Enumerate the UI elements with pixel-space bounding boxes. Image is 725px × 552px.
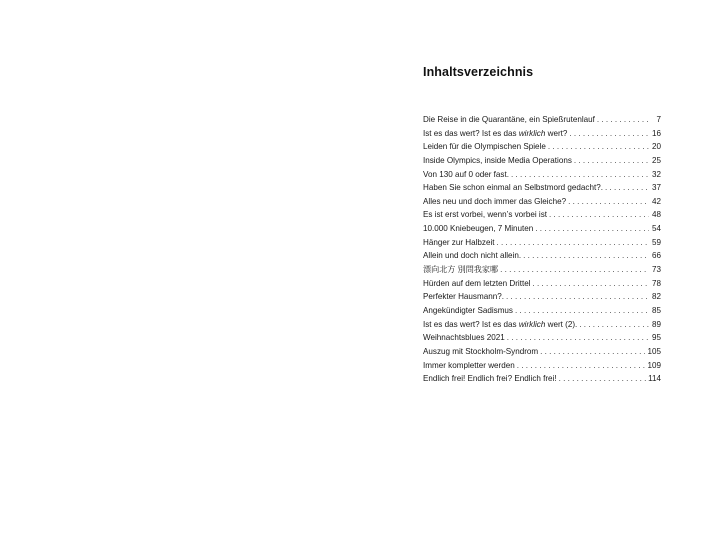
toc-entry-title-text: Immer kompletter werden <box>423 360 515 370</box>
toc-entry <box>423 236 661 250</box>
toc-entry-title-text: 漂向北方 別問我家哪 <box>423 265 499 275</box>
toc-entry <box>423 113 661 127</box>
table-of-contents <box>423 64 661 384</box>
toc-entry <box>423 195 661 209</box>
toc-page-number: 20 <box>651 142 661 152</box>
toc-dot-leader <box>533 277 649 291</box>
toc-entry <box>423 263 661 277</box>
toc-dot-leader <box>540 345 645 359</box>
toc-dot-leader <box>507 331 649 345</box>
toc-entry-title-text: Hänger zur Halbzeit <box>423 237 495 247</box>
toc-page-number: 16 <box>651 128 661 138</box>
toc-page-number: 66 <box>651 251 661 261</box>
toc-entry <box>423 222 661 236</box>
toc-entry <box>423 181 661 195</box>
toc-entry <box>423 154 661 168</box>
toc-entry <box>423 318 661 332</box>
toc-page-number: 7 <box>656 115 661 124</box>
toc-dot-leader <box>605 181 649 195</box>
toc-entry-title <box>423 140 546 154</box>
toc-heading: Inhaltsverzeichnis <box>423 65 534 79</box>
toc-entry-title-text: wert? <box>545 128 568 138</box>
toc-entry-title-text: 10.000 Kniebeugen, 7 Minuten <box>423 224 534 234</box>
toc-entry-title <box>423 359 515 373</box>
toc-entry-title <box>423 304 513 318</box>
toc-dot-leader <box>523 249 649 263</box>
toc-dot-leader <box>506 290 649 304</box>
toc-dot-leader <box>497 236 649 250</box>
toc-entry-title <box>423 181 603 195</box>
toc-entry-title-text: Ist es das wert? Ist es das <box>423 128 519 138</box>
toc-entry <box>423 140 661 154</box>
toc-entry <box>423 249 661 263</box>
toc-entry-title <box>423 127 567 141</box>
toc-dot-leader <box>517 359 646 373</box>
toc-dot-leader <box>500 263 649 277</box>
toc-entry-title <box>423 154 572 168</box>
toc-entry-title <box>423 290 504 304</box>
toc-entry-title-text: Allein und doch nicht allein. <box>423 251 522 261</box>
toc-entry-title-text: Weihnachtsblues 2021 <box>423 333 505 343</box>
toc-dot-leader <box>569 127 649 141</box>
toc-page-number: 73 <box>651 265 661 275</box>
toc-dot-leader <box>559 372 646 386</box>
toc-entry-title-text: Hürden auf dem letzten Drittel <box>423 278 531 288</box>
toc-dot-leader <box>597 113 649 127</box>
toc-entry <box>423 277 661 291</box>
toc-page-number: 25 <box>651 155 661 165</box>
toc-entry-title <box>423 222 533 236</box>
toc-entry-list <box>423 113 661 386</box>
toc-page-number: 89 <box>651 319 661 329</box>
toc-entry-title <box>423 236 495 250</box>
toc-dot-leader <box>574 154 649 168</box>
toc-entry-title <box>423 113 595 127</box>
toc-entry <box>423 208 661 222</box>
toc-page-number: 78 <box>651 278 661 288</box>
toc-page-number: 37 <box>651 183 661 193</box>
toc-entry-title-text: Alles neu und doch immer das Gleiche? <box>423 196 567 206</box>
toc-entry-title <box>423 331 505 345</box>
toc-page-number: 42 <box>651 196 661 206</box>
toc-entry-title <box>423 208 547 222</box>
toc-entry <box>423 168 661 182</box>
toc-dot-leader <box>511 168 649 182</box>
toc-entry-title-text: Auszug mit Stockholm-Syndrom <box>423 346 539 356</box>
toc-entry-title-text: Ist es das wert? Ist es das <box>423 319 519 329</box>
toc-page-number: 85 <box>651 305 661 315</box>
toc-entry-title-text: wert (2). <box>545 319 578 329</box>
toc-entry <box>423 359 661 373</box>
toc-entry <box>423 345 661 359</box>
toc-entry-title <box>423 318 577 332</box>
toc-entry-title-text: Angekündigter Sadismus <box>423 305 513 315</box>
toc-entry-title <box>423 249 521 263</box>
toc-entry <box>423 290 661 304</box>
toc-entry <box>423 127 661 141</box>
toc-entry <box>423 304 661 318</box>
toc-entry <box>423 372 661 386</box>
toc-entry-title-emphasis: wirklich <box>518 128 546 138</box>
toc-page-number: 114 <box>648 374 661 384</box>
toc-entry-title <box>423 372 557 386</box>
toc-page-number: 109 <box>647 360 661 370</box>
toc-dot-leader <box>568 195 649 209</box>
toc-dot-leader <box>579 318 649 332</box>
toc-page-number: 95 <box>651 333 661 343</box>
toc-entry-title <box>423 195 566 209</box>
toc-entry-title-text: Die Reise in die Quarantäne, ein Spießrutenlauf <box>423 115 595 124</box>
toc-dot-leader <box>515 304 649 318</box>
toc-entry-title-text: Es ist erst vorbei, wenn’s vorbei ist <box>423 210 548 220</box>
toc-entry-title-text: Haben Sie schon einmal an Selbstmord gedacht?. <box>423 183 603 193</box>
toc-entry-title-emphasis: wirklich <box>518 319 546 329</box>
toc-page-number: 59 <box>651 237 661 247</box>
toc-entry-title-text: Inside Olympics, inside Media Operations <box>423 155 572 165</box>
toc-dot-leader <box>548 140 649 154</box>
toc-page-number: 54 <box>651 224 661 234</box>
toc-entry-title-text: Endlich frei! Endlich frei? Endlich frei! <box>423 374 557 384</box>
toc-dot-leader <box>535 222 649 236</box>
toc-entry-title-text: Von 130 auf 0 oder fast. <box>423 169 509 179</box>
toc-page-number: 105 <box>647 346 661 356</box>
toc-entry-title <box>423 345 538 359</box>
toc-entry <box>423 331 661 345</box>
toc-entry-title-text: Leiden für die Olympischen Spiele <box>423 142 546 152</box>
toc-entry-title <box>423 263 498 277</box>
toc-page-number: 82 <box>651 292 661 302</box>
toc-dot-leader <box>549 208 649 222</box>
toc-page-number: 32 <box>651 169 661 179</box>
toc-entry-title <box>423 168 509 182</box>
toc-entry-title-text: Perfekter Hausmann?. <box>423 292 504 302</box>
toc-entry-title <box>423 277 531 291</box>
toc-page-number: 48 <box>651 210 661 220</box>
